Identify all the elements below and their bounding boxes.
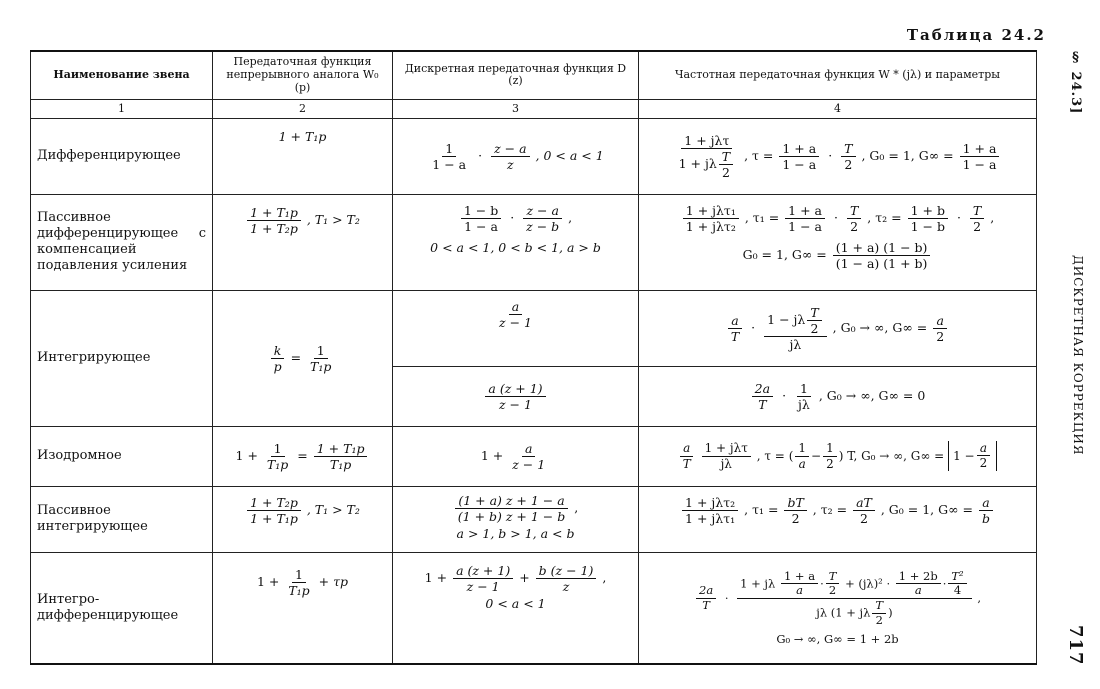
condition-text: , T₁ > T₂ <box>306 501 360 517</box>
discrete-function <box>393 366 639 426</box>
formula-text: 1 + T₁p <box>278 128 327 144</box>
formula-text: G₀ = 1, G∞ = <box>742 246 827 262</box>
denominator: 1 − a <box>962 156 997 172</box>
denominator: z − 1 <box>499 314 532 330</box>
numerator: 1 + a <box>779 141 819 157</box>
fraction <box>933 313 947 344</box>
fraction <box>807 305 821 336</box>
formula-text: , τ₂ = <box>812 501 848 517</box>
continuous-function <box>213 552 393 664</box>
formula-text: , <box>568 209 573 225</box>
numerator: T <box>847 203 861 219</box>
frequency-function: $\frac{a}{T}$ · 1 − jλ $\frac{T}{2}$ jλ , G₀ → ∞, G∞ = $\frac{a}{2}$ <box>639 290 1037 366</box>
numerator: T <box>719 149 733 165</box>
formula-text: G₀ → ∞, G∞ = 1 + 2b <box>776 631 899 646</box>
fraction <box>872 599 886 628</box>
fraction <box>795 441 809 471</box>
header-row <box>31 51 1037 99</box>
header-continuous: Передаточная функция непрерывного аналога W₀ (p) <box>213 51 393 99</box>
denominator: 1 − a <box>788 218 822 234</box>
formula-text: = <box>297 447 308 463</box>
fraction <box>960 141 1000 172</box>
denominator: 1 − a <box>782 156 817 172</box>
formula-text: τ = <box>752 147 774 163</box>
fraction <box>491 141 529 172</box>
fraction <box>719 149 733 180</box>
fraction <box>737 570 971 628</box>
discrete-function <box>393 486 639 552</box>
chapter-title: ДИСКРЕТНАЯ КОРРЕКЦИЯ <box>1071 255 1085 456</box>
formula-text: , G₀ = 1, G∞ = <box>861 147 954 163</box>
numerator: 1 <box>292 567 306 583</box>
denominator: b <box>981 510 990 526</box>
numerator: k <box>271 343 285 359</box>
fraction <box>779 141 819 172</box>
link-name: Дифференцирующее <box>31 118 213 194</box>
fraction <box>841 141 855 172</box>
numerator: 1 + jλ $\frac{1 + a}{a}$ · $\frac{T}{2}$ + (jλ)² · $\frac{1 + 2b}{a}$ · $\frac{\text{T²}}{4}$ <box>737 570 971 600</box>
header-frequency: Частотная передаточная функция W * (jλ) и параметры <box>639 51 1037 99</box>
numerator: 1 − b <box>461 203 501 219</box>
column-number: 1 <box>31 99 213 118</box>
denominator: 2 <box>828 583 837 598</box>
denominator: T₁p <box>329 456 352 472</box>
numerator: (1 + a) z + 1 − a <box>455 493 567 509</box>
fraction <box>509 441 548 472</box>
denominator: jλ <box>789 336 802 352</box>
fraction <box>764 305 827 352</box>
table-title: Таблица 24.2 <box>906 26 1046 44</box>
link-name: Пассивное интегрирующее <box>31 486 213 552</box>
numerator: a <box>979 495 992 511</box>
numerator: 1 <box>795 441 809 456</box>
column-number: 2 <box>213 99 393 118</box>
denominator: jλ <box>720 456 732 471</box>
numerator: 1 + T₁p <box>314 441 368 457</box>
formula-text: + τp <box>318 573 349 589</box>
table-row <box>31 290 1037 366</box>
denominator: 1 + jλτ₁ <box>685 510 736 526</box>
numerator: T <box>826 570 840 585</box>
frequency-function: 1 + jλτ 1 + jλ $\frac{T}{2}$ , τ = $\frac{1 + a}{1 - a}$ · $\frac{T}{2}$ , G₀ = 1, G∞ = $\frac{1 + a}{1 - a}$ <box>639 118 1037 194</box>
numerator: a (z + 1) <box>485 381 545 397</box>
fraction <box>752 381 773 412</box>
absolute-value <box>948 441 997 471</box>
numerator: T <box>841 141 855 157</box>
frequency-function: $\frac{\text{1 + jλτ₁}}{\text{1 + jλτ₂}}$ , τ₁ = $\frac{1 + a}{1 - a}$ · $\frac{T}{2}$ , τ₂ = $\frac{1 + b}{1 - b}$ · $\frac{T}{2}$ , G₀ = 1, G∞ = $\frac{(1 + a) (1 - b)}{(1 - a) (1 + b)}$ <box>639 194 1037 290</box>
denominator: z − 1 <box>466 578 500 594</box>
formula-text: + (jλ)² · <box>845 575 891 590</box>
denominator <box>813 599 895 628</box>
link-name: Интегрирующее <box>31 290 213 426</box>
numerator: 2a <box>696 584 716 599</box>
fraction <box>485 381 545 412</box>
denominator: jλ <box>798 396 810 412</box>
denominator: 2 <box>860 510 868 526</box>
formula-text: = <box>290 349 302 365</box>
condition-text: 0 < a < 1 <box>485 595 546 611</box>
fraction <box>908 203 948 234</box>
frequency-function <box>639 426 1037 486</box>
numerator: 1 <box>823 441 837 456</box>
numerator: 1 + jλτ <box>681 133 732 149</box>
numerator: 1 + jλτ₂ <box>682 495 738 511</box>
denominator: T <box>758 396 767 412</box>
fraction <box>696 584 716 613</box>
denominator: (1 + b) z + 1 − b <box>457 508 566 524</box>
formula-text: , τ₁ = <box>744 209 780 225</box>
denominator: 1 − b <box>910 218 945 234</box>
denominator: T <box>730 328 740 344</box>
denominator: z − b <box>526 218 560 234</box>
denominator: 2 <box>850 218 859 234</box>
fraction <box>536 563 597 594</box>
formula-text: , G₀ → ∞, G∞ = <box>832 319 928 335</box>
fraction <box>781 570 818 599</box>
fraction <box>453 563 513 594</box>
fraction <box>784 495 806 526</box>
formula-line <box>645 240 1030 271</box>
header-discrete: Дискретная передаточная функция D (z) <box>393 51 639 99</box>
continuous-function <box>213 290 393 426</box>
numerator: 1 + 2b <box>896 570 941 585</box>
continuous-function <box>213 486 393 552</box>
formula-text: ) <box>888 605 893 620</box>
numerator: b (z − 1) <box>536 563 597 579</box>
fraction <box>247 205 301 236</box>
denominator: T₁p <box>310 358 332 374</box>
continuous-function <box>213 194 393 290</box>
fraction <box>680 441 694 471</box>
fraction <box>314 441 368 472</box>
fraction <box>455 493 568 524</box>
formula-text: , <box>574 499 579 515</box>
column-number: 4 <box>639 99 1037 118</box>
table-row <box>31 194 1037 290</box>
numerator: aT <box>853 495 875 511</box>
denominator: 2 <box>810 320 819 336</box>
numerator: T <box>872 599 886 614</box>
numerator: 1 + jλτ₁ <box>683 203 739 219</box>
fraction <box>496 299 535 330</box>
formula-text: ( <box>788 448 794 463</box>
formula-text: , <box>990 209 995 225</box>
denominator: 1 + T₂p <box>250 220 298 236</box>
numerator: z − a <box>523 203 561 219</box>
section-marker: § 24.3] <box>1068 50 1083 115</box>
fraction <box>523 203 562 234</box>
frequency-function: $\frac{2a}{T}$ · 1 + jλ $\frac{1 + a}{a}$ · $\frac{T}{2}$ + (jλ)² · $\frac{1 + 2b}{a}$ · $\frac{\text{T²}}{4}$ jλ (1 + jλ $\frac{T}{2}$ ) , G₀ → ∞, G∞ = 1 + 2b <box>639 552 1037 664</box>
fraction <box>970 203 984 234</box>
formula-text: + <box>519 569 530 585</box>
numerator: 1 + T₁p <box>247 205 301 221</box>
denominator: 2 <box>979 456 988 471</box>
fraction <box>676 133 739 180</box>
discrete-function <box>393 426 639 486</box>
formula-text: 1 + <box>256 573 280 589</box>
denominator: z <box>562 578 570 594</box>
table-row <box>31 118 1037 194</box>
denominator: 2 <box>826 456 834 471</box>
numerator: T <box>970 203 984 219</box>
formula-text: , G₀ = 1, G∞ = <box>880 501 973 517</box>
numerator: 1 + a <box>785 203 825 219</box>
numerator: a <box>933 313 946 329</box>
denominator: p <box>273 358 282 374</box>
formula-text: − <box>811 448 822 463</box>
page-number: 717 <box>1065 625 1086 666</box>
numerator <box>764 305 827 337</box>
header-name: Наименование звена <box>31 51 213 99</box>
fraction <box>728 313 742 344</box>
formula-text: 1 + jλ <box>678 155 717 171</box>
table-row <box>31 552 1037 664</box>
discrete-function: $\frac{1 - b}{1 - a}$ · $\frac{z - a}{z - b}$ , 0 < a < 1, 0 < b < 1, a > b <box>393 194 639 290</box>
formula-text: , <box>977 590 981 605</box>
fraction <box>896 570 941 599</box>
denominator: T <box>682 456 691 471</box>
denominator: T₁p <box>266 456 289 472</box>
discrete-function <box>393 290 639 366</box>
transfer-function-table <box>30 50 1037 665</box>
fraction <box>285 567 312 598</box>
numerator: a <box>509 299 522 315</box>
denominator: z − 1 <box>499 396 532 412</box>
table-row <box>31 426 1037 486</box>
numerator: a <box>680 441 693 456</box>
condition-text: 0 < a < 1, 0 < b < 1, a > b <box>430 239 601 255</box>
fraction <box>826 570 840 599</box>
numerator: 1 + jλτ <box>702 441 751 456</box>
numerator: 1 <box>797 381 811 397</box>
denominator: 2 <box>973 218 982 234</box>
discrete-function: $\frac{1}{1 - a}$ · $\frac{z - a}{z}$ , 0 < a < 1 <box>393 118 639 194</box>
numerator: a (z + 1) <box>453 563 513 579</box>
denominator: 2 <box>844 156 853 172</box>
condition-text: , 0 < a < 1 <box>535 147 604 163</box>
denominator: z <box>507 156 514 172</box>
formula-text: ) T, G₀ → ∞, G∞ = <box>838 448 945 463</box>
numerator: T² <box>948 570 966 585</box>
denominator: 1 − a <box>432 156 467 172</box>
discrete-function <box>393 552 639 664</box>
formula-text: 1 + <box>424 569 448 585</box>
numerator: a <box>728 313 741 329</box>
numerator: T <box>807 305 821 321</box>
formula-text: , τ₁ = <box>744 501 779 517</box>
link-name: Пассивное дифференцирующее с компенсацией подавления усиления <box>31 194 213 290</box>
fraction <box>853 495 875 526</box>
denominator: z − 1 <box>512 456 546 472</box>
fraction <box>461 203 501 234</box>
fraction <box>847 203 861 234</box>
fraction <box>682 495 738 526</box>
fraction <box>977 441 991 471</box>
denominator: 1 + jλτ₂ <box>685 218 736 234</box>
numerator: bT <box>784 495 806 511</box>
numerator: 1 <box>442 141 456 157</box>
table-row <box>31 486 1037 552</box>
denominator: 1 + T₁p <box>250 510 298 526</box>
fraction <box>683 203 739 234</box>
denominator <box>676 149 739 180</box>
continuous-function <box>213 118 393 194</box>
numerator: (1 + a) (1 − b) <box>833 240 931 256</box>
denominator: (1 − a) (1 + b) <box>835 255 928 271</box>
formula-text: jλ (1 + jλ <box>816 605 871 620</box>
denominator: 4 <box>953 583 962 598</box>
denominator: T <box>702 598 710 613</box>
formula-text: 1 − <box>953 448 975 463</box>
fraction <box>702 441 751 471</box>
continuous-function <box>213 426 393 486</box>
frequency-function: $\frac{2a}{T}$ · $\frac{1}{j\lambda}$ , G₀ → ∞, G∞ = 0 <box>639 366 1037 426</box>
fraction <box>264 441 291 472</box>
denominator: T₁p <box>288 582 310 598</box>
formula-text: 1 + jλ <box>740 575 776 590</box>
denominator: 2 <box>791 510 800 526</box>
formula-text: , τ = <box>756 448 785 463</box>
frequency-function <box>639 486 1037 552</box>
fraction <box>429 141 469 172</box>
numerator: 2a <box>752 381 773 397</box>
numerator: 1 + T₂p <box>247 495 301 511</box>
numerator: 1 + a <box>960 141 1000 157</box>
link-name: Интегро-дифференцирующее <box>31 552 213 664</box>
formula-text: , G₀ → ∞, G∞ = 0 <box>818 387 926 403</box>
formula-text: 1 − jλ <box>767 311 806 327</box>
fraction <box>979 495 993 526</box>
condition-text: a > 1, b > 1, a < b <box>456 525 575 541</box>
link-name: Изодромное <box>31 426 213 486</box>
condition-text: , T₁ > T₂ <box>306 211 360 227</box>
denominator: a <box>796 583 803 598</box>
numerator: 1 + a <box>781 570 818 585</box>
fraction <box>271 343 285 374</box>
fraction <box>948 570 966 599</box>
denominator: 2 <box>721 164 730 180</box>
numerator: 1 <box>271 441 285 457</box>
fraction <box>833 240 931 271</box>
numerator: z − a <box>491 141 529 157</box>
fraction <box>307 343 334 374</box>
denominator: 2 <box>875 613 883 628</box>
column-numbers-row <box>31 99 1037 118</box>
denominator: 1 − a <box>464 218 498 234</box>
formula-text: 1 + <box>480 447 504 463</box>
formula-text: , τ₂ = <box>867 209 902 225</box>
fraction <box>247 495 301 526</box>
fraction <box>795 381 813 412</box>
numerator: a <box>522 441 535 457</box>
denominator: a <box>798 456 806 471</box>
numerator: 1 <box>314 343 328 359</box>
fraction <box>823 441 837 471</box>
numerator: a <box>977 441 990 456</box>
denominator: 2 <box>936 328 945 344</box>
fraction <box>785 203 825 234</box>
formula-text: , <box>602 569 607 585</box>
column-number: 3 <box>393 99 639 118</box>
numerator: 1 + b <box>908 203 948 219</box>
denominator: a <box>914 583 922 598</box>
formula-text: 1 + <box>235 447 258 463</box>
